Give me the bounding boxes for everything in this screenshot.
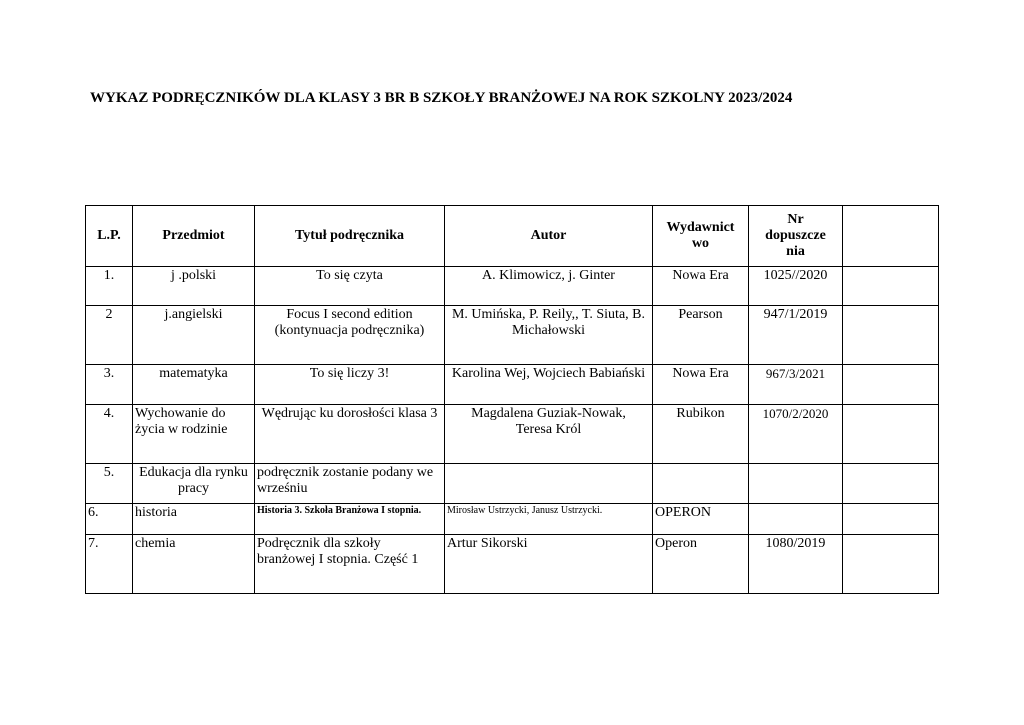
cell-subject: j .polski [133,267,255,306]
header-approval: Nr dopuszcze nia [749,206,843,267]
cell-book: Focus I second edition (kontynuacja podręcznika) [255,306,445,365]
cell-author: Karolina Wej, Wojciech Babiański [445,365,653,405]
cell-approval: 967/3/2021 [749,365,843,405]
cell-subject: Wychowanie do życia w rodzinie [133,405,255,464]
cell-extra [843,504,939,535]
cell-publisher: Operon [653,535,749,594]
cell-subject: chemia [133,535,255,594]
cell-lp: 4. [86,405,133,464]
cell-approval: 947/1/2019 [749,306,843,365]
table-row [86,365,939,405]
cell-extra [843,365,939,405]
cell-approval: 1025//2020 [749,267,843,306]
table-row [86,535,939,594]
cell-author: M. Umińska, P. Reily,, T. Siuta, B. Michałowski [445,306,653,365]
table-row [86,464,939,504]
cell-book: Podręcznik dla szkoły branżowej I stopnia. Część 1 [255,535,445,594]
cell-extra [843,306,939,365]
cell-book: Wędrując ku dorosłości klasa 3 [255,405,445,464]
cell-publisher: OPERON [653,504,749,535]
cell-book: podręcznik zostanie podany we wrześniu [255,464,445,504]
table-row [86,504,939,535]
cell-extra [843,267,939,306]
cell-lp: 3. [86,365,133,405]
cell-author: Artur Sikorski [445,535,653,594]
cell-author [445,464,653,504]
cell-extra [843,405,939,464]
cell-subject: Edukacja dla rynku pracy [133,464,255,504]
cell-book: To się czyta [255,267,445,306]
cell-publisher: Rubikon [653,405,749,464]
cell-publisher: Nowa Era [653,267,749,306]
header-publisher: Wydawnict wo [653,206,749,267]
cell-approval: 1080/2019 [749,535,843,594]
header-author: Autor [445,206,653,267]
header-row [86,206,939,267]
table-row [86,306,939,365]
cell-subject: historia [133,504,255,535]
header-extra [843,206,939,267]
cell-lp: 5. [86,464,133,504]
header-subject: Przedmiot [133,206,255,267]
cell-publisher: Pearson [653,306,749,365]
cell-subject: matematyka [133,365,255,405]
cell-lp: 2 [86,306,133,365]
cell-extra [843,464,939,504]
cell-book: Historia 3. Szkoła Branżowa I stopnia. [255,504,445,535]
table-row [86,405,939,464]
header-book: Tytuł podręcznika [255,206,445,267]
cell-author: Mirosław Ustrzycki, Janusz Ustrzycki. [445,504,653,535]
cell-author: A. Klimowicz, j. Ginter [445,267,653,306]
cell-extra [843,535,939,594]
cell-lp: 6. [86,504,133,535]
cell-lp: 1. [86,267,133,306]
cell-author: Magdalena Guziak-Nowak, Teresa Król [445,405,653,464]
cell-book: To się liczy 3! [255,365,445,405]
header-lp: L.P. [86,206,133,267]
cell-publisher: Nowa Era [653,365,749,405]
cell-lp: 7. [86,535,133,594]
cell-approval: 1070/2/2020 [749,405,843,464]
cell-publisher [653,464,749,504]
cell-approval [749,504,843,535]
textbook-table [85,205,939,594]
cell-subject: j.angielski [133,306,255,365]
cell-approval [749,464,843,504]
page-title: WYKAZ PODRĘCZNIKÓW DLA KLASY 3 BR B SZKOŁY BRANŻOWEJ NA ROK SZKOLNY 2023/2024 [90,90,793,106]
table-row [86,267,939,306]
